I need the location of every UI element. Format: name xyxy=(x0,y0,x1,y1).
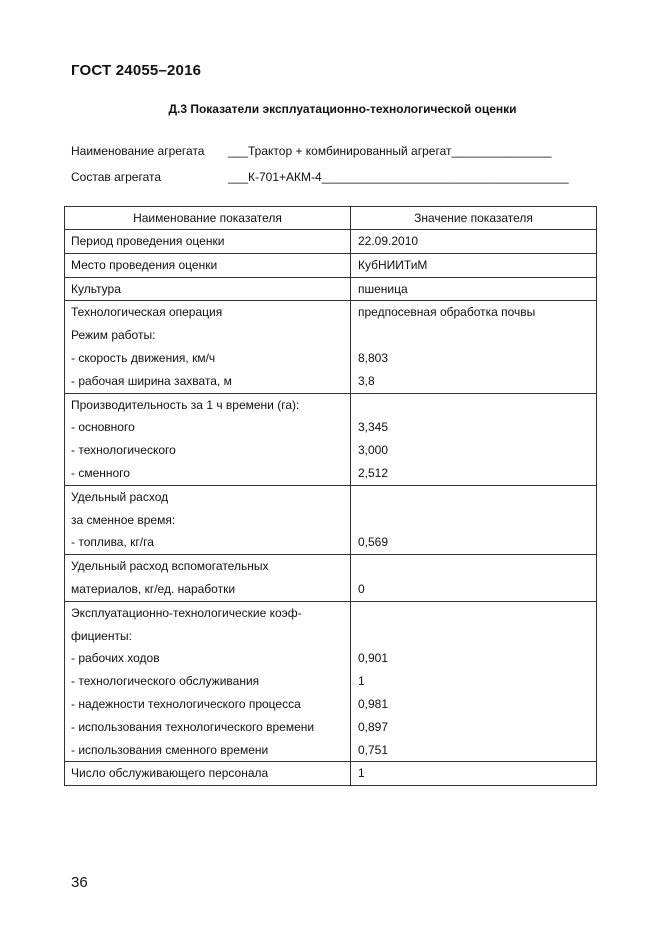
indicator-value-line: 0,751 xyxy=(358,742,389,757)
indicator-name-line: - надежности технологического процесса xyxy=(71,696,301,711)
indicator-value-line xyxy=(358,555,590,578)
indicator-name-line: фициенты: xyxy=(71,628,132,643)
indicator-name-cell xyxy=(65,485,351,554)
indicator-value-cell xyxy=(351,555,597,602)
indicator-name-line: Период проведения оценки xyxy=(71,234,225,248)
table-body xyxy=(65,230,597,786)
unit-name-label: Наименование агрегата xyxy=(71,144,205,158)
indicator-name-line: Удельный расход вспомогательных xyxy=(71,559,269,574)
table-row xyxy=(65,230,597,254)
indicator-name-line: материалов, кг/ед. наработки xyxy=(71,581,236,596)
table-row xyxy=(65,555,597,602)
unit-name-field xyxy=(71,144,552,158)
indicator-value-line: пшеница xyxy=(358,281,408,296)
indicator-name-line: Технологическая операция xyxy=(71,305,223,320)
unit-composition-field xyxy=(71,170,569,184)
indicator-name-line: Культура xyxy=(71,281,121,296)
table-row xyxy=(65,253,597,277)
page-number: 36 xyxy=(71,874,88,891)
indicator-value-line: КубНИИТиМ xyxy=(358,257,428,272)
indicator-value-line: 0,981 xyxy=(358,696,389,711)
indicator-value-cell xyxy=(351,485,597,554)
unit-name-value: ___Трактор + комбинированный агрегат_______________ xyxy=(228,144,552,158)
indicator-name-cell xyxy=(65,393,351,485)
indicator-value-cell xyxy=(351,601,597,762)
section-title: Д.3 Показатели эксплуатационно-технологической оценки xyxy=(168,102,517,116)
table-row xyxy=(65,762,597,786)
indicator-name-line: - топлива, кг/га xyxy=(71,535,154,550)
indicator-value-line xyxy=(358,602,590,625)
indicator-name-line: Режим работы: xyxy=(71,328,156,343)
unit-composition-label: Состав агрегата xyxy=(71,170,162,184)
table-header-row xyxy=(65,207,597,230)
indicator-name-line: Место проведения оценки xyxy=(71,257,218,272)
indicator-name-line: Число обслуживающего персонала xyxy=(71,766,269,781)
indicator-name-line: - основного xyxy=(71,420,135,435)
indicator-name-cell xyxy=(65,253,351,277)
indicator-name-line: - рабочая ширина захвата, м xyxy=(71,373,232,388)
indicator-name-line: за сменное время: xyxy=(71,512,176,527)
indicator-value-line: 2,512 xyxy=(358,465,389,480)
indicator-value-cell xyxy=(351,301,597,393)
unit-composition-value: ___К-701+АКМ-4_____________________________________ xyxy=(228,170,569,184)
indicator-value-line xyxy=(358,509,590,532)
indicator-value-cell xyxy=(351,230,597,254)
indicator-value-line xyxy=(358,394,590,417)
indicator-name-line: Эксплуатационно-технологические коэф- xyxy=(71,605,302,620)
indicator-name-cell xyxy=(65,277,351,301)
indicator-name-cell xyxy=(65,555,351,602)
indicator-value-line: 0,569 xyxy=(358,535,389,550)
indicator-value-cell xyxy=(351,277,597,301)
indicator-name-line: Производительность за 1 ч времени (га): xyxy=(71,397,300,412)
indicator-value-line: 22.09.2010 xyxy=(358,234,419,248)
indicator-name-line: - сменного xyxy=(71,465,130,480)
indicator-value-line xyxy=(358,625,590,648)
column-header-value: Значение показателя xyxy=(351,207,597,230)
indicator-value-line: 8,803 xyxy=(358,350,389,365)
indicators-table xyxy=(64,206,597,786)
table-row xyxy=(65,601,597,762)
indicator-value-line: 3,000 xyxy=(358,443,389,458)
indicator-value-cell xyxy=(351,762,597,786)
table-row xyxy=(65,301,597,393)
indicator-name-line: - использования технологического времени xyxy=(71,719,315,734)
indicator-value-line: 1 xyxy=(358,674,365,689)
indicator-name-line: - технологического xyxy=(71,443,176,458)
indicator-value-line: 3,8 xyxy=(358,373,375,388)
indicator-value-line xyxy=(358,486,590,509)
table-row xyxy=(65,277,597,301)
column-header-indicator: Наименование показателя xyxy=(65,207,351,230)
indicator-value-line: 0,901 xyxy=(358,651,389,666)
indicator-name-line: - использования сменного времени xyxy=(71,742,269,757)
indicator-value-line: 0,897 xyxy=(358,719,389,734)
table-row xyxy=(65,393,597,485)
indicator-name-line: - скорость движения, км/ч xyxy=(71,350,216,365)
indicator-name-cell xyxy=(65,762,351,786)
indicator-name-line: Удельный расход xyxy=(71,489,169,504)
indicator-value-line xyxy=(358,324,590,347)
indicator-name-cell xyxy=(65,230,351,254)
table-row xyxy=(65,485,597,554)
indicator-value-line: 0 xyxy=(358,581,365,596)
indicator-value-line: предпосевная обработка почвы xyxy=(358,305,536,320)
indicator-value-cell xyxy=(351,393,597,485)
document-code: ГОСТ 24055–2016 xyxy=(71,62,202,79)
indicator-name-cell xyxy=(65,301,351,393)
indicator-name-cell xyxy=(65,601,351,762)
indicator-value-line: 1 xyxy=(358,766,365,781)
indicator-value-line: 3,345 xyxy=(358,420,389,435)
indicator-value-cell xyxy=(351,253,597,277)
indicator-name-line: - технологического обслуживания xyxy=(71,674,260,689)
indicator-name-line: - рабочих ходов xyxy=(71,651,160,666)
